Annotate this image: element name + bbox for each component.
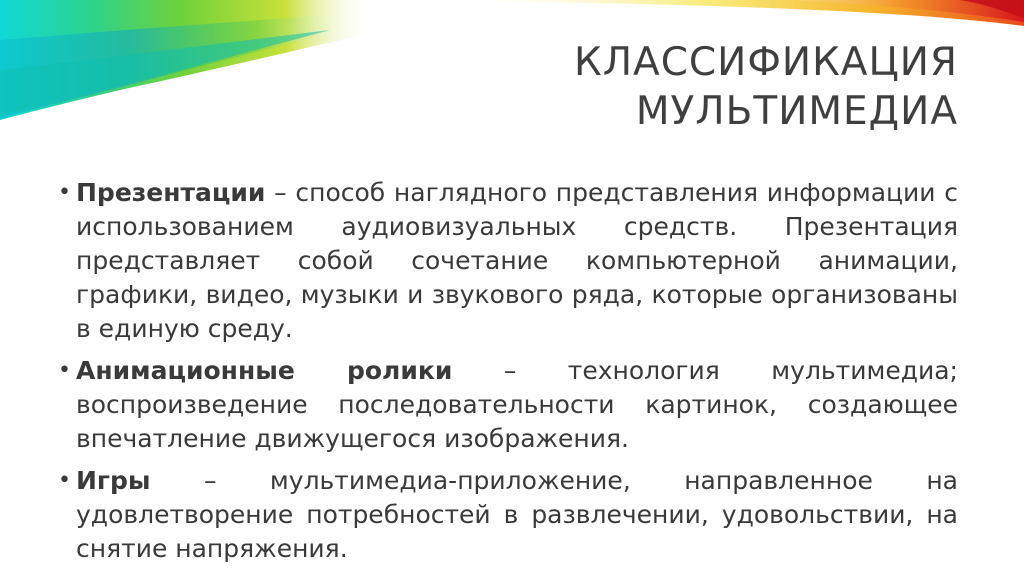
item-term: Презентации [76,178,266,207]
slide-title-line-2: МУЛЬТИМЕДИА [635,89,958,134]
bullet-dot-icon: • [58,468,71,493]
list-item [56,354,958,456]
bullet-list [56,176,958,574]
slide-title-line-1: КЛАССИФИКАЦИЯ [574,40,958,85]
slide-title [398,38,958,136]
list-item [56,176,958,346]
item-text: – технология мультимедиа; воспроизведение последовательности картинок, создающее впечатление движущегося изображения. [76,356,958,453]
item-text: – способ наглядного представления информации с использованием аудиовизуальных средств. Презентация представляет собой сочетание компьютерной анимации, графики, видео, музыки и звукового ряда, которые организованы в единую среду. [76,178,958,343]
list-item [56,464,958,566]
bullet-dot-icon: • [58,180,71,205]
item-term: Анимационные ролики [76,356,453,385]
bullet-dot-icon: • [58,358,71,383]
item-term: Игры [76,466,151,495]
item-text: – мультимедиа-приложение, направленное на удовлетворение потребностей в развлечении, удовольствии, на снятие напряжения. [76,466,958,563]
